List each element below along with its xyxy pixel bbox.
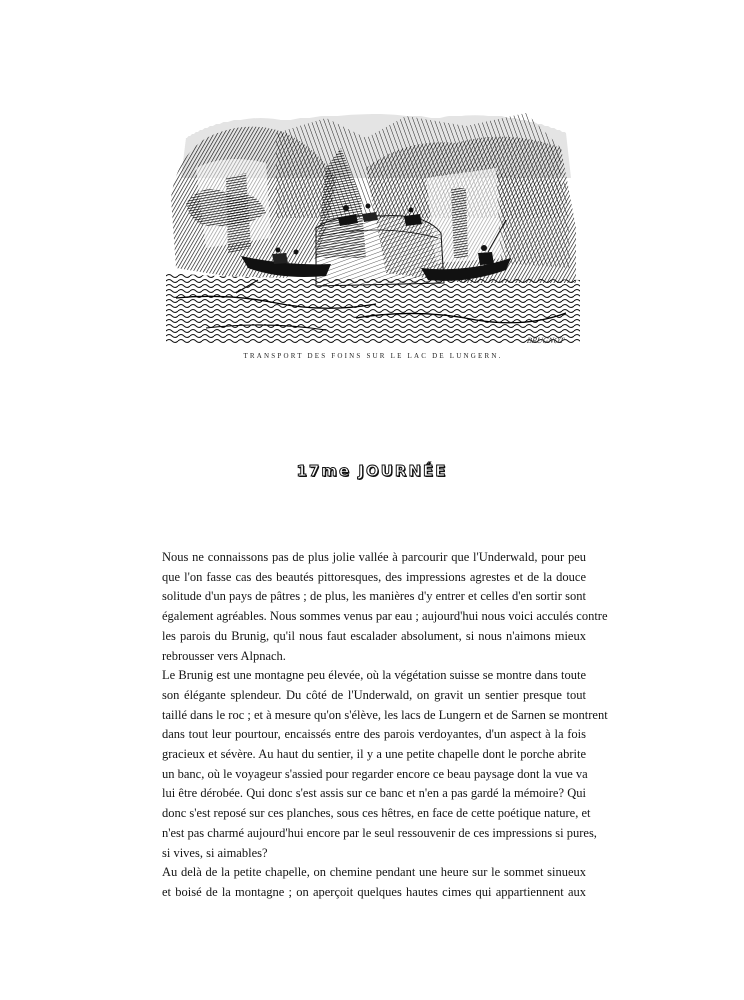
text-line: gracieux et sévère. Au haut du sentier, il y a une petite chapelle dont le porche abrite bbox=[162, 747, 586, 762]
chapter-title: 17me JOURNÉE bbox=[296, 462, 448, 480]
text-line: et boisé de la montagne ; on aperçoit quelques hautes cimes qui appartiennent aux bbox=[162, 884, 586, 899]
text-line: Au delà de la petite chapelle, on chemine pendant une heure sur le sommet sinueux bbox=[162, 865, 586, 880]
text-line: un banc, où le voyageur s'assied pour regarder encore ce beau paysage dont la vue va bbox=[162, 766, 588, 781]
engraver-signature: BRUGNOT bbox=[526, 336, 565, 345]
text-line: également agréables. Nous sommes venus par eau ; aujourd'hui nous voici acculés contre bbox=[162, 609, 608, 624]
text-line: Le Brunig est une montagne peu élevée, où la végétation suisse se montre dans toute bbox=[162, 668, 586, 683]
text-line: que l'on fasse cas des beautés pittoresques, des impressions agrestes et de la douce bbox=[162, 569, 586, 584]
text-line: si vives, si aimables? bbox=[162, 845, 268, 860]
text-line: rebrousser vers Alpnach. bbox=[162, 648, 286, 663]
text-line: taillé dans le roc ; et à mesure qu'on s'élève, les lacs de Lungern et de Sarnen se montrent bbox=[162, 707, 608, 722]
paragraph bbox=[162, 666, 608, 863]
engraving-illustration bbox=[166, 108, 580, 343]
text-line: lui être dérobée. Qui donc s'est assis sur ce banc et n'en a pas gardé la mémoire? Qui bbox=[162, 786, 586, 801]
text-line: dans tout leur pourtour, encaissés entre des parois verdoyantes, d'un aspect à la fois bbox=[162, 727, 586, 742]
text-line: solitude d'un pays de pâtres ; de plus, les manières d'y entrer et celles d'en sortir sont bbox=[162, 589, 586, 604]
text-line: les parois du Brunig, qu'il nous faut escalader absolument, si nous n'aimons mieux bbox=[162, 628, 586, 643]
text-line: donc s'est reposé sur ces planches, sous ces hêtres, en face de cette poétique nature, et bbox=[162, 806, 591, 821]
body-text bbox=[162, 548, 608, 903]
text-line: Nous ne connaissons pas de plus jolie vallée à parcourir que l'Underwald, pour peu bbox=[162, 550, 586, 564]
illustration-caption: TRANSPORT DES FOINS SUR LE LAC DE LUNGERN. bbox=[243, 352, 503, 360]
text-line: n'est pas charmé aujourd'hui encore par le seul ressouvenir de ces impressions si pures, bbox=[162, 825, 597, 840]
paragraph bbox=[162, 548, 608, 666]
text-line: son élégante splendeur. Du côté de l'Underwald, on gravit un sentier presque tout bbox=[162, 687, 586, 702]
paragraph bbox=[162, 863, 586, 902]
